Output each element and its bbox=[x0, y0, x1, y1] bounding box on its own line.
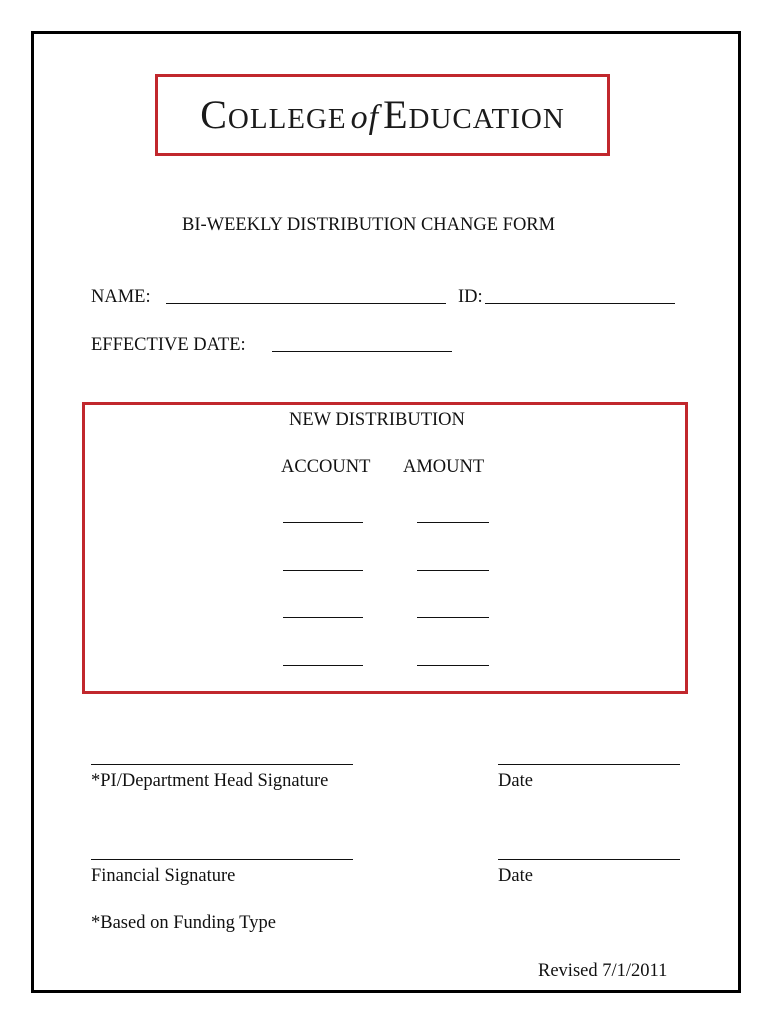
pi-date-field[interactable] bbox=[498, 764, 680, 765]
account-field[interactable] bbox=[283, 617, 363, 618]
id-label: ID: bbox=[458, 287, 483, 307]
college-logo bbox=[155, 74, 610, 156]
name-field[interactable] bbox=[166, 303, 446, 304]
amount-field[interactable] bbox=[417, 522, 489, 523]
financial-signature-label: Financial Signature bbox=[91, 866, 236, 886]
form-title: BI-WEEKLY DISTRIBUTION CHANGE FORM bbox=[182, 215, 556, 235]
financial-date-field[interactable] bbox=[498, 859, 680, 860]
logo-initial-e: E bbox=[383, 92, 409, 137]
financial-date-label: Date bbox=[498, 866, 533, 886]
pi-signature-label: *PI/Department Head Signature bbox=[91, 771, 329, 791]
id-field[interactable] bbox=[485, 303, 675, 304]
effective-date-label: EFFECTIVE DATE: bbox=[91, 335, 246, 355]
pi-signature-field[interactable] bbox=[91, 764, 353, 765]
logo-connector-of: of bbox=[350, 99, 380, 136]
revised-date: Revised 7/1/2011 bbox=[538, 961, 668, 981]
logo-wordmark bbox=[200, 92, 565, 137]
amount-field[interactable] bbox=[417, 617, 489, 618]
new-distribution-box bbox=[82, 402, 688, 694]
distribution-heading: NEW DISTRIBUTION bbox=[289, 410, 465, 430]
pi-date-label: Date bbox=[498, 771, 533, 791]
account-field[interactable] bbox=[283, 665, 363, 666]
effective-date-field[interactable] bbox=[272, 351, 452, 352]
account-column-header: ACCOUNT bbox=[281, 457, 371, 477]
account-field[interactable] bbox=[283, 570, 363, 571]
amount-column-header: AMOUNT bbox=[403, 457, 485, 477]
name-label: NAME: bbox=[91, 287, 151, 307]
account-field[interactable] bbox=[283, 522, 363, 523]
logo-initial-c: C bbox=[200, 92, 228, 137]
amount-field[interactable] bbox=[417, 665, 489, 666]
logo-word-ollege: OLLEGE bbox=[227, 103, 347, 135]
amount-field[interactable] bbox=[417, 570, 489, 571]
logo-word-ducation: DUCATION bbox=[408, 103, 565, 135]
funding-footnote: *Based on Funding Type bbox=[91, 913, 276, 933]
financial-signature-field[interactable] bbox=[91, 859, 353, 860]
